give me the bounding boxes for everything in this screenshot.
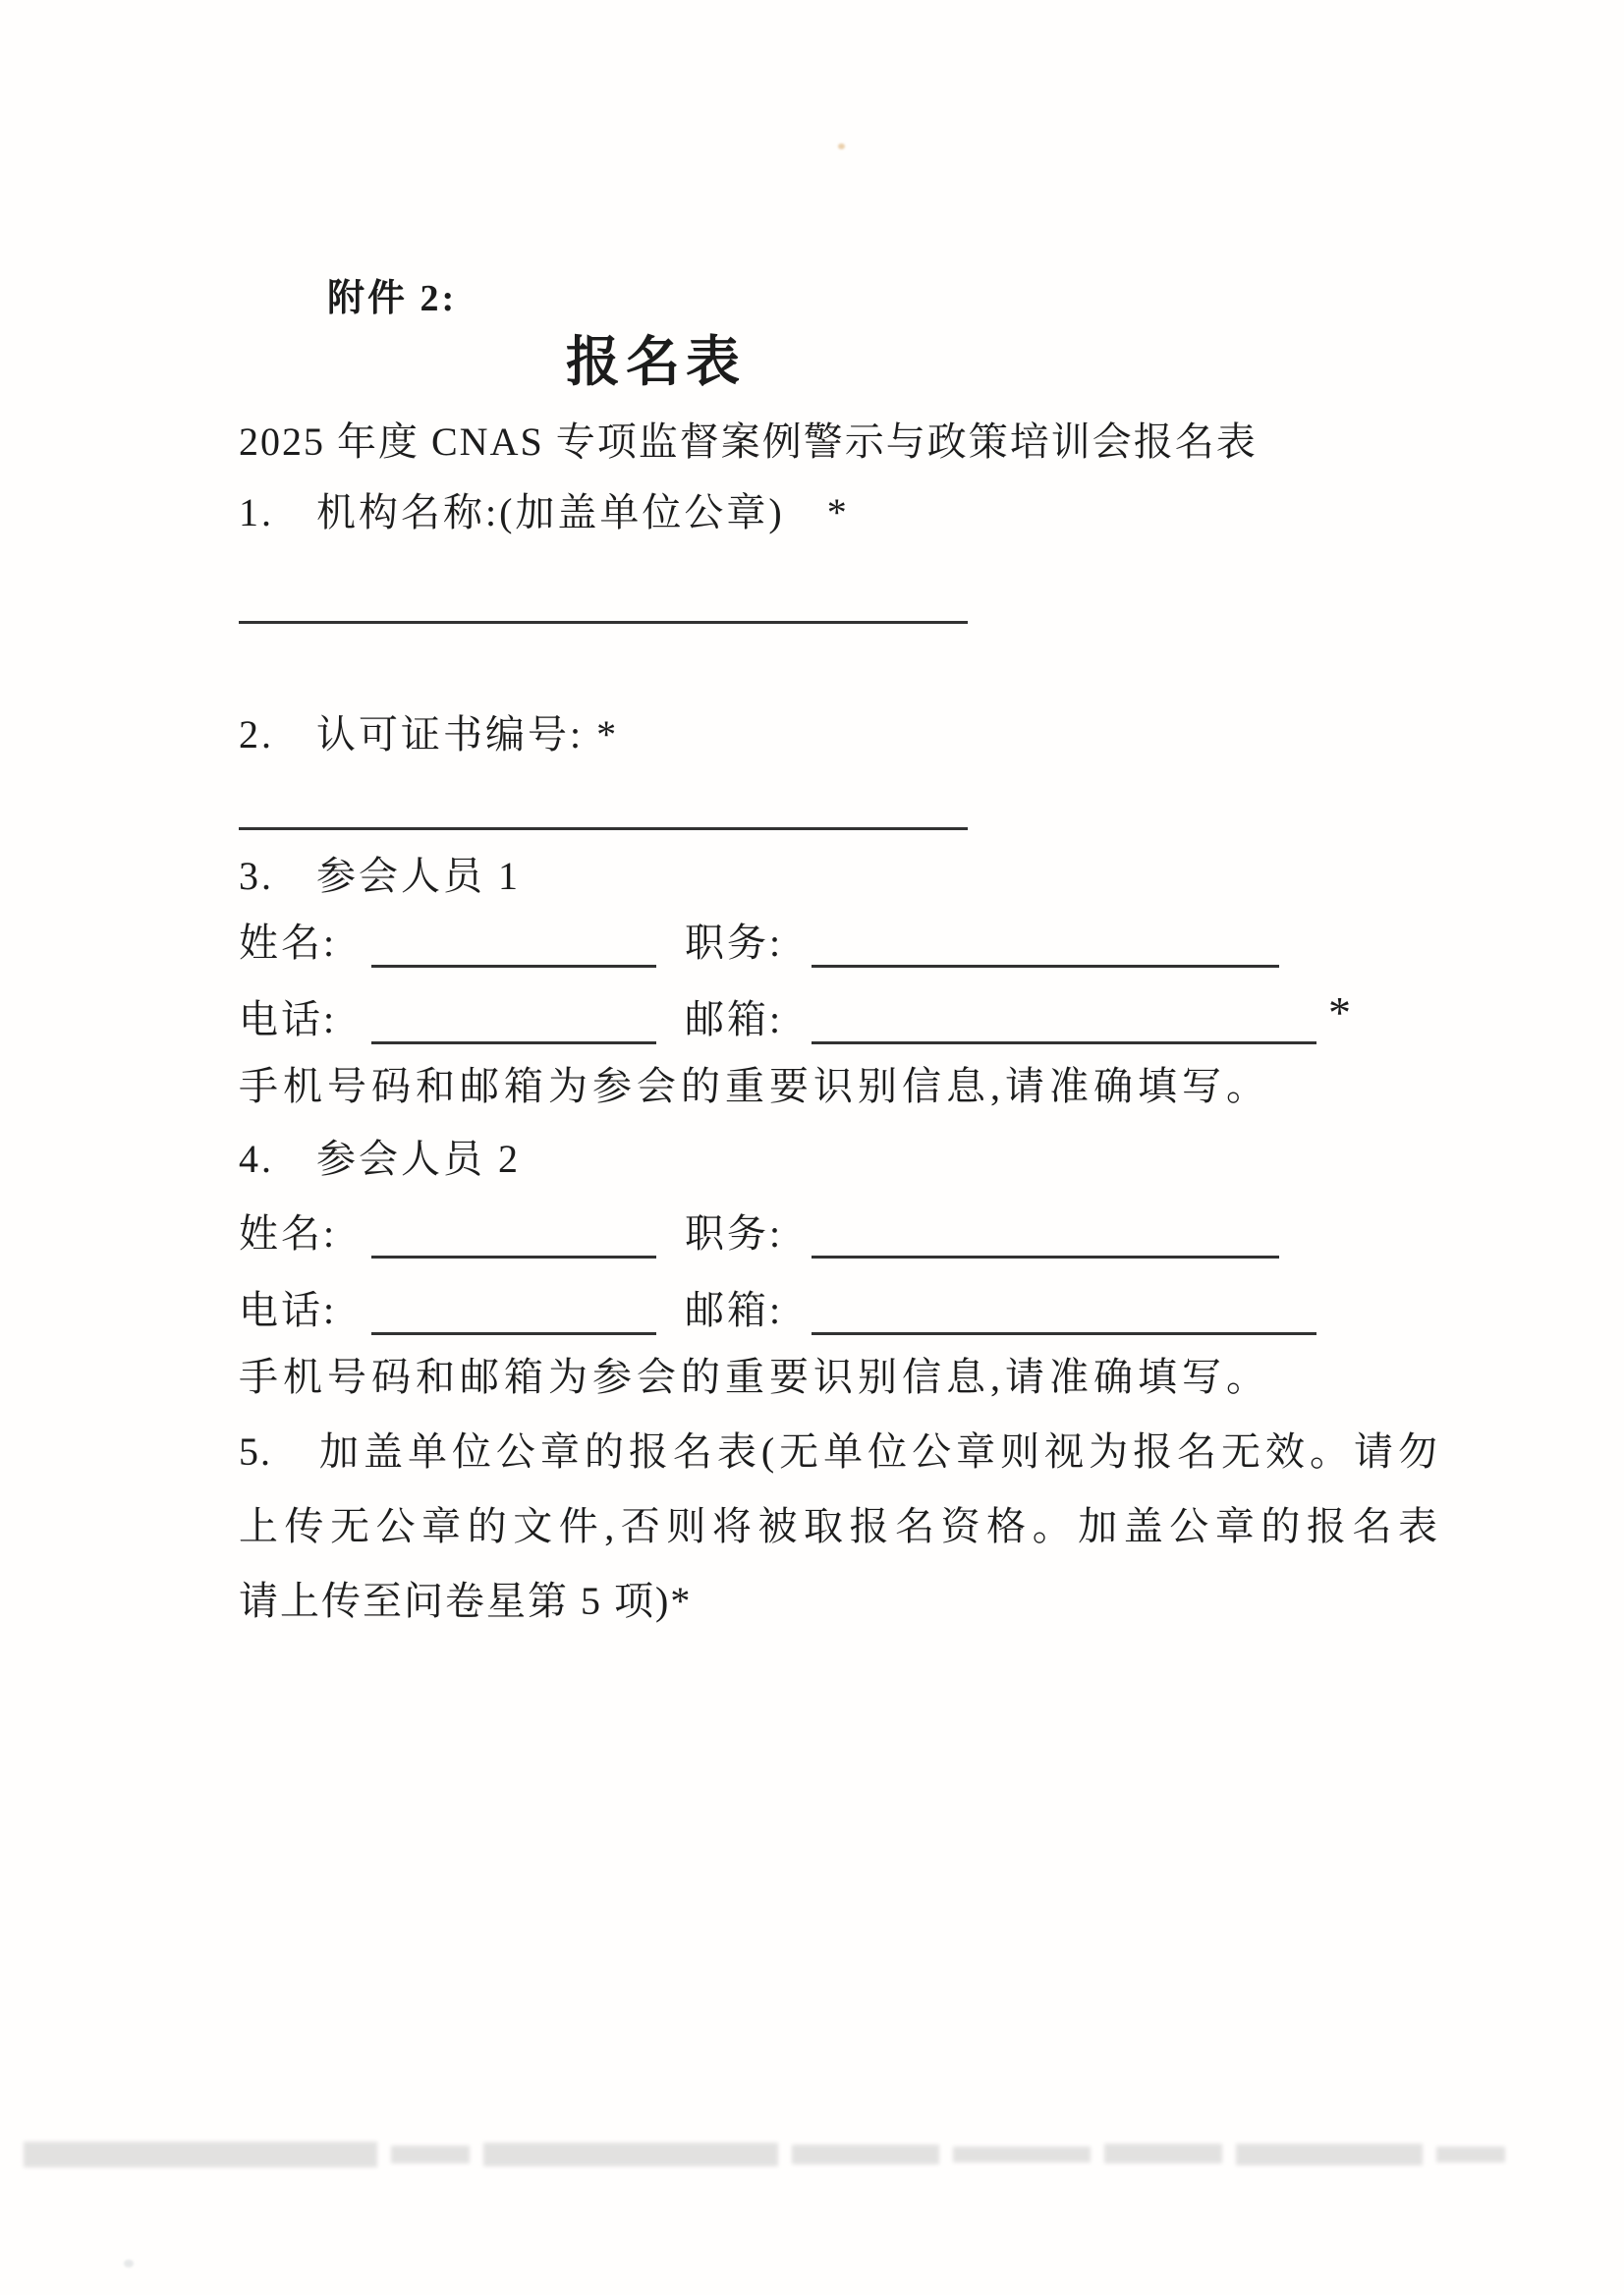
- stamp-requirement-line-2: 上传无公章的文件,否则将被取报名资格。加盖公章的报名表: [239, 1504, 1439, 1548]
- item-cert-number: 2. 认可证书编号: *: [239, 712, 620, 756]
- attendee2-email-label: 邮箱:: [685, 1288, 784, 1332]
- attendee2-name-blank-line: [371, 1256, 656, 1259]
- attendee1-name-label: 姓名:: [239, 921, 338, 965]
- attendee2-phone-label: 电话:: [239, 1288, 338, 1332]
- attendee1-email-label: 邮箱:: [685, 997, 784, 1041]
- stamp-requirement-line-3: 请上传至问卷星第 5 项)*: [239, 1579, 693, 1623]
- attendee1-contact-note: 手机号码和邮箱为参会的重要识别信息,请准确填写。: [239, 1064, 1270, 1108]
- scan-dot-artifact: [124, 2260, 134, 2267]
- attachment-label: 附件 2:: [327, 278, 458, 319]
- attendee2-title-label: 职务:: [685, 1211, 784, 1256]
- attendee1-phone-label: 电话:: [239, 997, 338, 1041]
- form-title: 报名表: [566, 332, 747, 392]
- attendee1-phone-blank-line: [371, 1041, 656, 1044]
- bleed-through-artifact: [24, 2140, 1537, 2181]
- attendee2-name-label: 姓名:: [239, 1211, 338, 1256]
- item-stamp-requirement: [239, 1415, 1439, 1639]
- attendee2-phone-blank-line: [371, 1332, 656, 1335]
- item-attendee2-heading: 4. 参会人员 2: [239, 1137, 521, 1181]
- cert-number-blank-line: [239, 827, 968, 830]
- attendee2-title-blank-line: [812, 1256, 1279, 1259]
- org-name-blank-line: [239, 621, 968, 624]
- form-subtitle: 2025 年度 CNAS 专项监督案例警示与政策培训会报名表: [239, 420, 1258, 464]
- attendee1-email-blank-line: [812, 1041, 1316, 1044]
- attendee1-required-marker: *: [1328, 987, 1351, 1037]
- item-org-name: 1. 机构名称:(加盖单位公章) *: [239, 490, 850, 534]
- attendee1-name-blank-line: [371, 965, 656, 968]
- item-attendee1-heading: 3. 参会人员 1: [239, 854, 521, 898]
- scan-speck: [838, 143, 845, 149]
- attendee2-contact-note: 手机号码和邮箱为参会的重要识别信息,请准确填写。: [239, 1355, 1270, 1399]
- attendee1-title-label: 职务:: [685, 921, 784, 965]
- attendee1-title-blank-line: [812, 965, 1279, 968]
- stamp-requirement-line-1: 5. 加盖单位公章的报名表(无单位公章则视为报名无效。请勿: [239, 1429, 1439, 1474]
- attendee2-email-blank-line: [812, 1332, 1316, 1335]
